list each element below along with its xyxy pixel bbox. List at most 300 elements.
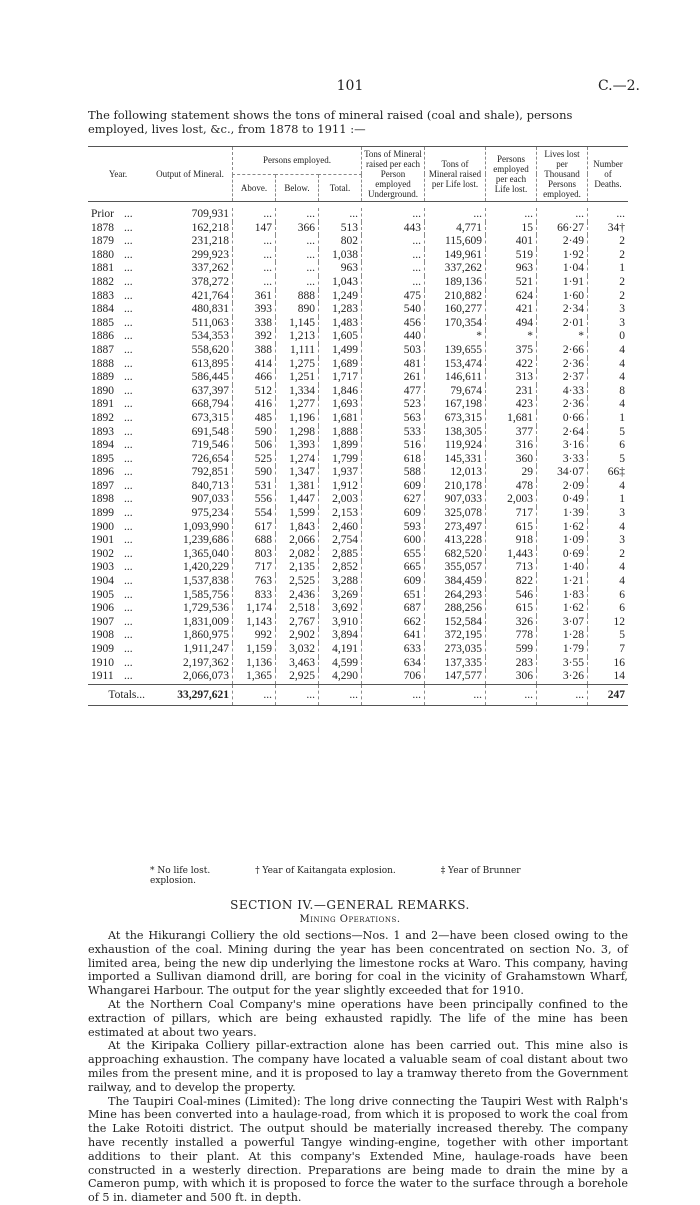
cell-ppl: 521 — [486, 276, 537, 290]
cell-tpl: 4,771 — [425, 222, 486, 236]
cell-tpl: 170,354 — [425, 317, 486, 331]
cell-tpl: 372,195 — [425, 629, 486, 643]
cell-above: 617 — [233, 521, 276, 535]
year-dot-leader: ... — [124, 248, 133, 261]
table-row — [88, 262, 628, 276]
cell-below: 2,767 — [276, 616, 319, 630]
cell-tpp: 609 — [362, 480, 425, 494]
year-dot-leader: ... — [124, 425, 133, 438]
cell-year: 1911 ... — [91, 670, 133, 683]
table-row — [88, 602, 628, 616]
cell-ppl: 326 — [486, 616, 537, 630]
cell-output: 673,315 — [191, 411, 229, 424]
cell-deaths: ... — [588, 208, 629, 222]
cell-ppl: 599 — [486, 643, 537, 657]
cell-total: 1,681 — [319, 412, 362, 426]
cell-ppl: 422 — [486, 358, 537, 372]
cell-total: 4,599 — [319, 657, 362, 671]
cell-below: 1,251 — [276, 371, 319, 385]
cell-above: 1,136 — [233, 657, 276, 671]
cell-output: 1,585,756 — [183, 588, 229, 601]
cell-ppl: 615 — [486, 602, 537, 616]
cell-below: 3,463 — [276, 657, 319, 671]
cell-below: 1,843 — [276, 521, 319, 535]
cell-total: 2,852 — [319, 561, 362, 575]
cell-ppl: 615 — [486, 521, 537, 535]
cell-output: 613,895 — [191, 357, 229, 370]
cell-tpl: 355,057 — [425, 561, 486, 575]
cell-deaths: 4 — [588, 371, 629, 385]
cell-lpt: 1·62 — [537, 521, 588, 535]
cell-above: 393 — [233, 303, 276, 317]
cell-tpl: 273,035 — [425, 643, 486, 657]
cell-deaths: 66‡ — [588, 466, 629, 480]
cell-total: 1,888 — [319, 426, 362, 440]
year-dot-leader: ... — [124, 330, 133, 343]
cell-year: 1896 ... — [91, 466, 133, 479]
year-dot-leader: ... — [124, 316, 133, 329]
table-row — [88, 412, 628, 426]
cell-lpt: 3·55 — [537, 657, 588, 671]
year-dot-leader: ... — [124, 343, 133, 356]
cell-year: 1887 ... — [91, 343, 133, 356]
cell-below: 1,274 — [276, 453, 319, 467]
cell-total: 2,460 — [319, 521, 362, 535]
cell-tpp: 609 — [362, 507, 425, 521]
cell-tpl: 146,611 — [425, 371, 486, 385]
cell-above: 717 — [233, 561, 276, 575]
totals-label: Totals... — [88, 684, 148, 705]
cell-tpp: ... — [362, 235, 425, 249]
table-row — [88, 439, 628, 453]
cell-deaths: 2 — [588, 276, 629, 290]
cell-deaths: 34† — [588, 222, 629, 236]
cell-lpt: 3·07 — [537, 616, 588, 630]
year-dot-leader: ... — [124, 235, 133, 248]
cell-below: ... — [276, 249, 319, 263]
cell-year: 1884 ... — [91, 303, 133, 316]
cell-tpl: 147,577 — [425, 670, 486, 684]
cell-lpt: 4·33 — [537, 385, 588, 399]
year-dot-leader: ... — [124, 357, 133, 370]
cell-below: 1,334 — [276, 385, 319, 399]
cell-below: 1,275 — [276, 358, 319, 372]
cell-total: 2,885 — [319, 548, 362, 562]
cell-year: 1890 ... — [91, 384, 133, 397]
cell-total: 1,693 — [319, 398, 362, 412]
cell-year: 1897 ... — [91, 479, 133, 492]
cell-deaths: 2 — [588, 235, 629, 249]
cell-tpl: 160,277 — [425, 303, 486, 317]
footnote-kaitangata: † Year of Kaitangata explosion. — [255, 866, 396, 876]
cell-tpl: 264,293 — [425, 589, 486, 603]
cell-tpp: 600 — [362, 534, 425, 548]
table-row — [88, 466, 628, 480]
cell-tpp: 706 — [362, 670, 425, 684]
cell-lpt: 1·91 — [537, 276, 588, 290]
cell-total: 2,003 — [319, 493, 362, 507]
cell-above: 388 — [233, 344, 276, 358]
cell-output: 162,218 — [191, 221, 229, 234]
cell-output: 231,218 — [191, 235, 229, 248]
cell-total: 1,799 — [319, 453, 362, 467]
cell-above: ... — [233, 262, 276, 276]
cell-lpt: 3·26 — [537, 670, 588, 684]
year-dot-leader: ... — [124, 507, 133, 520]
cell-ppl: 15 — [486, 222, 537, 236]
mineral-statistics-table — [88, 146, 628, 706]
cell-tpl: 325,078 — [425, 507, 486, 521]
cell-below: 888 — [276, 290, 319, 304]
table-row — [88, 548, 628, 562]
cell-tpl: 115,609 — [425, 235, 486, 249]
cell-year: 1909 ... — [91, 643, 133, 655]
totals-tpl: ... — [425, 684, 486, 705]
cell-below: 1,277 — [276, 398, 319, 412]
cell-below: 1,347 — [276, 466, 319, 480]
cell-output: 586,445 — [191, 371, 229, 384]
year-dot-leader: ... — [124, 371, 133, 384]
cell-below: 1,447 — [276, 493, 319, 507]
cell-lpt: 0·49 — [537, 493, 588, 507]
cell-total: 3,288 — [319, 575, 362, 589]
cell-year: 1889 ... — [91, 371, 133, 384]
cell-above: 688 — [233, 534, 276, 548]
cell-output: 840,713 — [191, 479, 229, 492]
cell-total: 802 — [319, 235, 362, 249]
cell-output: 1,093,990 — [183, 520, 229, 533]
cell-total: 1,249 — [319, 290, 362, 304]
cell-below: ... — [276, 262, 319, 276]
header-year: Year. — [108, 169, 128, 179]
cell-above: 1,143 — [233, 616, 276, 630]
header-persons-employed: Persons employed. — [233, 147, 362, 175]
cell-output: 1,729,536 — [183, 602, 229, 615]
cell-lpt: * — [537, 330, 588, 344]
cell-lpt: 0·69 — [537, 548, 588, 562]
cell-above: 416 — [233, 398, 276, 412]
cell-tpl: 149,961 — [425, 249, 486, 263]
cell-ppl: 375 — [486, 344, 537, 358]
cell-tpl: 12,013 — [425, 466, 486, 480]
cell-lpt: 2·66 — [537, 344, 588, 358]
table-body — [88, 208, 628, 684]
cell-ppl: 421 — [486, 303, 537, 317]
cell-deaths: 4 — [588, 358, 629, 372]
cell-ppl: 519 — [486, 249, 537, 263]
cell-lpt: 3·33 — [537, 453, 588, 467]
cell-deaths: 4 — [588, 521, 629, 535]
table-row — [88, 290, 628, 304]
cell-deaths: 6 — [588, 439, 629, 453]
cell-above: 1,159 — [233, 643, 276, 657]
cell-year: 1891 ... — [91, 398, 133, 411]
cell-tpp: 523 — [362, 398, 425, 412]
table-row — [88, 385, 628, 399]
cell-lpt: 1·83 — [537, 589, 588, 603]
cell-year: 1886 ... — [91, 330, 133, 343]
year-dot-leader: ... — [124, 479, 133, 492]
cell-total: 1,912 — [319, 480, 362, 494]
cell-deaths: 4 — [588, 561, 629, 575]
cell-total: 1,038 — [319, 249, 362, 263]
cell-below: 2,925 — [276, 670, 319, 684]
cell-output: 1,239,686 — [183, 534, 229, 547]
year-dot-leader: ... — [124, 466, 133, 479]
table-row — [88, 629, 628, 643]
cell-tpl: 682,520 — [425, 548, 486, 562]
cell-output: 637,397 — [191, 384, 229, 397]
header-above: Above. — [233, 174, 276, 202]
year-dot-leader: ... — [124, 629, 133, 642]
cell-output: 337,262 — [191, 262, 229, 275]
cell-below: ... — [276, 276, 319, 290]
cell-tpp: 593 — [362, 521, 425, 535]
year-dot-leader: ... — [124, 275, 133, 288]
cell-output: 421,764 — [191, 289, 229, 302]
table-row — [88, 303, 628, 317]
cell-below: 3,032 — [276, 643, 319, 657]
table-row — [88, 616, 628, 630]
cell-tpp: 655 — [362, 548, 425, 562]
year-dot-leader: ... — [124, 656, 133, 669]
cell-deaths: 2 — [588, 249, 629, 263]
cell-above: 833 — [233, 589, 276, 603]
cell-year: 1902 ... — [91, 547, 133, 560]
cell-ppl: 918 — [486, 534, 537, 548]
cell-above: 531 — [233, 480, 276, 494]
table-row — [88, 493, 628, 507]
header-below: Below. — [276, 174, 319, 202]
cell-total: 3,692 — [319, 602, 362, 616]
cell-year: 1885 ... — [91, 316, 133, 329]
cell-tpl: 288,256 — [425, 602, 486, 616]
cell-lpt: 1·62 — [537, 602, 588, 616]
cell-tpl: 152,584 — [425, 616, 486, 630]
year-dot-leader: ... — [124, 262, 133, 275]
cell-total: ... — [319, 208, 362, 222]
cell-ppl: 360 — [486, 453, 537, 467]
year-dot-leader: ... — [124, 411, 133, 424]
cell-lpt: 34·07 — [537, 466, 588, 480]
cell-total: 1,717 — [319, 371, 362, 385]
cell-tpp: 618 — [362, 453, 425, 467]
year-dot-leader: ... — [124, 643, 133, 655]
cell-output: 378,272 — [191, 275, 229, 288]
cell-ppl: 401 — [486, 235, 537, 249]
cell-above: 147 — [233, 222, 276, 236]
cell-deaths: 6 — [588, 602, 629, 616]
cell-tpp: ... — [362, 276, 425, 290]
cell-below: 366 — [276, 222, 319, 236]
cell-deaths: 4 — [588, 575, 629, 589]
totals-row — [88, 684, 628, 705]
cell-deaths: 3 — [588, 507, 629, 521]
cell-deaths: 5 — [588, 426, 629, 440]
header-lives-per-thousand: Lives lost per Thousand Persons employed. — [537, 147, 588, 202]
table-row — [88, 249, 628, 263]
cell-tpl: 137,335 — [425, 657, 486, 671]
cell-below: 2,066 — [276, 534, 319, 548]
cell-lpt: 2·36 — [537, 398, 588, 412]
cell-output: 709,931 — [191, 208, 229, 220]
cell-lpt: 1·92 — [537, 249, 588, 263]
cell-ppl: ... — [486, 208, 537, 222]
cell-above: ... — [233, 276, 276, 290]
cell-tpl: 413,228 — [425, 534, 486, 548]
cell-above: 506 — [233, 439, 276, 453]
table-row — [88, 222, 628, 236]
cell-ppl: 313 — [486, 371, 537, 385]
cell-lpt: 2·37 — [537, 371, 588, 385]
cell-above: ... — [233, 249, 276, 263]
cell-total: 1,846 — [319, 385, 362, 399]
section-subtitle: Mining Operations. — [299, 914, 401, 925]
cell-deaths: 4 — [588, 344, 629, 358]
table-row — [88, 317, 628, 331]
year-dot-leader: ... — [124, 289, 133, 302]
cell-above: 485 — [233, 412, 276, 426]
cell-total: 1,689 — [319, 358, 362, 372]
cell-year: 1901 ... — [91, 534, 133, 547]
year-dot-leader: ... — [124, 452, 133, 465]
cell-year: 1903 ... — [91, 561, 133, 574]
cell-deaths: 2 — [588, 290, 629, 304]
cell-tpp: 475 — [362, 290, 425, 304]
year-dot-leader: ... — [124, 534, 133, 547]
cell-year: 1899 ... — [91, 507, 133, 520]
cell-tpp: 651 — [362, 589, 425, 603]
cell-output: 668,794 — [191, 398, 229, 411]
cell-tpl: ... — [425, 208, 486, 222]
cell-ppl: 423 — [486, 398, 537, 412]
year-dot-leader: ... — [124, 575, 133, 588]
cell-lpt: 66·27 — [537, 222, 588, 236]
year-dot-leader: ... — [124, 208, 133, 220]
cell-total: 1,605 — [319, 330, 362, 344]
cell-above: 992 — [233, 629, 276, 643]
table-row — [88, 575, 628, 589]
cell-tpp: 662 — [362, 616, 425, 630]
cell-tpl: 907,033 — [425, 493, 486, 507]
header-deaths: Number of Deaths. — [588, 147, 629, 202]
cell-lpt: 2·01 — [537, 317, 588, 331]
cell-output: 2,066,073 — [183, 670, 229, 683]
paragraph-northern: At the Northern Coal Company's mine operations have been principally confined to the extraction of pillars, which are being exhausted rapidly. The life of the mine has been estimated at about two years. — [88, 997, 628, 1039]
cell-output: 299,923 — [191, 248, 229, 261]
year-dot-leader: ... — [124, 561, 133, 574]
table-row — [88, 371, 628, 385]
table-row — [88, 453, 628, 467]
intro-text: The following statement shows the tons of mineral raised (coal and shale), persons employed, lives lost, &c., from 1878 to 1911 :— — [88, 108, 573, 136]
cell-year: 1893 ... — [91, 425, 133, 438]
cell-above: ... — [233, 235, 276, 249]
cell-year: 1905 ... — [91, 588, 133, 601]
cell-below: 1,213 — [276, 330, 319, 344]
table-row — [88, 480, 628, 494]
cell-deaths: 16 — [588, 657, 629, 671]
cell-output: 792,851 — [191, 466, 229, 479]
cell-tpp: 481 — [362, 358, 425, 372]
cell-year: 1900 ... — [91, 520, 133, 533]
cell-total: 1,899 — [319, 439, 362, 453]
cell-total: 3,910 — [319, 616, 362, 630]
totals-below: ... — [276, 684, 319, 705]
cell-tpl: 138,305 — [425, 426, 486, 440]
cell-deaths: 5 — [588, 629, 629, 643]
table-row — [88, 358, 628, 372]
cell-deaths: 8 — [588, 385, 629, 399]
cell-year: 1880 ... — [91, 248, 133, 261]
cell-ppl: 717 — [486, 507, 537, 521]
cell-above: 1,174 — [233, 602, 276, 616]
table-row — [88, 670, 628, 684]
table-row — [88, 534, 628, 548]
cell-deaths: 7 — [588, 643, 629, 657]
cell-lpt: 2·36 — [537, 358, 588, 372]
cell-below: 1,381 — [276, 480, 319, 494]
cell-ppl: 963 — [486, 262, 537, 276]
table-row — [88, 561, 628, 575]
cell-ppl: 377 — [486, 426, 537, 440]
cell-lpt: 1·79 — [537, 643, 588, 657]
cell-below: 2,135 — [276, 561, 319, 575]
cell-ppl: 316 — [486, 439, 537, 453]
cell-above: 361 — [233, 290, 276, 304]
cell-output: 511,063 — [192, 316, 229, 329]
cell-deaths: 12 — [588, 616, 629, 630]
cell-deaths: 1 — [588, 262, 629, 276]
cell-ppl: 822 — [486, 575, 537, 589]
cell-below: 1,599 — [276, 507, 319, 521]
cell-above: 525 — [233, 453, 276, 467]
cell-tpp: 503 — [362, 344, 425, 358]
cell-deaths: 3 — [588, 303, 629, 317]
cell-year: 1879 ... — [91, 235, 133, 248]
cell-total: 3,269 — [319, 589, 362, 603]
year-dot-leader: ... — [124, 384, 133, 397]
cell-output: 480,831 — [191, 303, 229, 316]
cell-output: 719,546 — [191, 439, 229, 452]
cell-tpp: 456 — [362, 317, 425, 331]
cell-lpt: 2·49 — [537, 235, 588, 249]
cell-below: 1,196 — [276, 412, 319, 426]
cell-ppl: 713 — [486, 561, 537, 575]
cell-ppl: 1,681 — [486, 412, 537, 426]
cell-output: 691,548 — [191, 425, 229, 438]
cell-tpp: ... — [362, 208, 425, 222]
year-dot-leader: ... — [124, 493, 133, 506]
year-dot-leader: ... — [124, 588, 133, 601]
cell-total: 1,483 — [319, 317, 362, 331]
cell-total: 513 — [319, 222, 362, 236]
header-total: Total. — [319, 174, 362, 202]
cell-output: 726,654 — [191, 452, 229, 465]
cell-tpp: 540 — [362, 303, 425, 317]
cell-year: 1883 ... — [91, 289, 133, 302]
cell-output: 558,620 — [191, 343, 229, 356]
cell-output: 1,365,040 — [183, 547, 229, 560]
cell-above: 512 — [233, 385, 276, 399]
cell-lpt: 1·04 — [537, 262, 588, 276]
cell-ppl: 231 — [486, 385, 537, 399]
cell-total: 4,290 — [319, 670, 362, 684]
cell-ppl: 546 — [486, 589, 537, 603]
cell-year: 1904 ... — [91, 575, 133, 588]
cell-below: 1,111 — [276, 344, 319, 358]
cell-output: 907,033 — [191, 493, 229, 506]
totals-deaths: 247 — [588, 684, 629, 705]
